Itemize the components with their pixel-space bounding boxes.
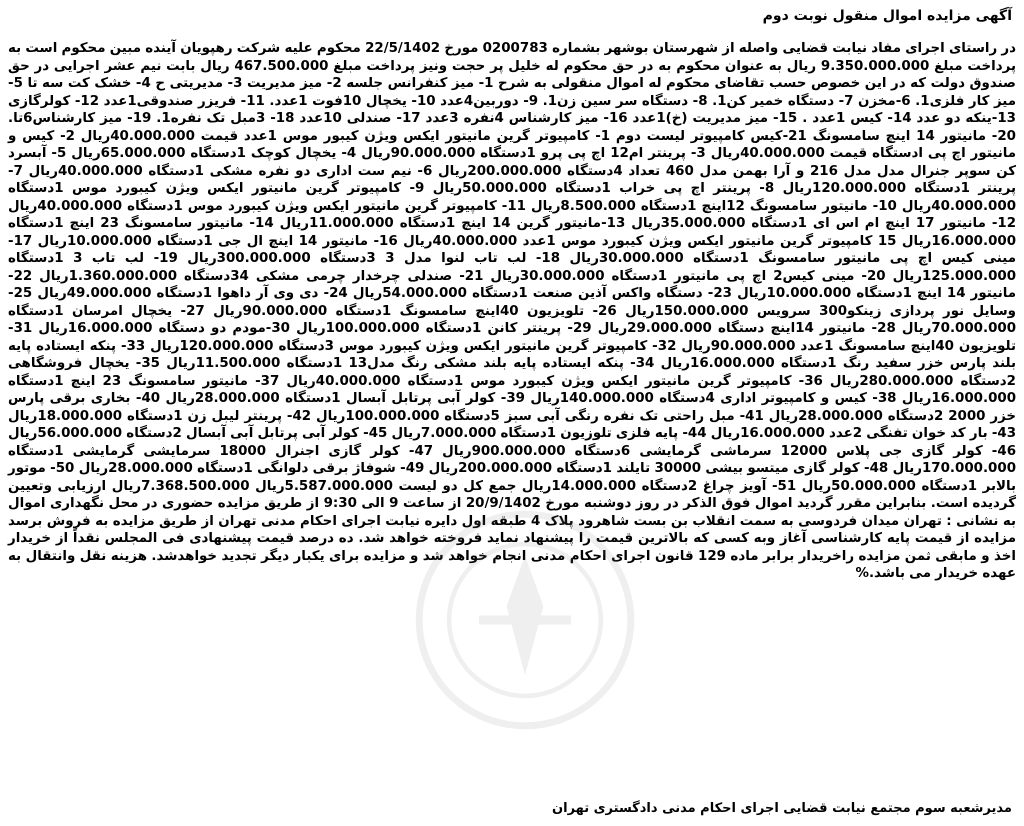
notice-signature: مدیرشعبه سوم مجتمع نیابت قضایی اجرای احکام مدنی دادگستری تهران [552,801,1012,816]
notice-title: آگهی مزایده اموال منقول نوبت دوم [762,8,1012,24]
notice-body: در راستای اجرای مفاد نیابت قضایی واصله از شهرستان بوشهر بشماره 0200783 مورخ 22/5/1402 محکوم علیه شرکت رهپویان آینده مبین محکوم است به پرداخت مبلغ 9.350.000.000 ریال به عنوان محکوم به در حق محکوم له خلیل پر حجت ونیز پرداخت مبلغ 467.500.000 ریال بابت نیم عشر اجرایی در حق صندوق دولت که در این خصوص حسب تقاضای محکوم له اموال منقولی به شرح 1- میز کنفرانس جلسه 2- میز مدیریت 3- مدیریتی ح 4- خشک کت سه تا 5- میز کار فلزی1. 6-مخزن 7- دستگاه خمیر کن1. 8- دستگاه سر سین زن1. 9- دوربین4عدد 10- یخچال 10فوت 1عدد. 11- فریزر صندوقی1عدد 12- کولرگازی 13-ینکه دو عدد 14- کیس 1عدد . 15- میز مدیریت (خ)1عدد 16- میز کارشناس 4نفره 3عدد 17- صندلی 10عدد 18- 3مبل تک نفره1. 19- میز کارشناس6تا. 20- مانیتور 14 اینچ سامسونگ 21-کیس کامپیوتر لیست دوم 1- کامپیوتر گرین مانیتور ایکس ویژن کیبور موس 1عدد قیمت 40.000.000ریال 2- کیس و مانیتور اچ پی ادستگاه قیمت 40.000.000ریال 3- پرینتر ام12 اچ پی پرو 1دستگاه 90.000.000ریال 4- یخچال کوچک 1دستگاه 65.000.000ریال 5- آبسرد کن سوپر جنرال مدل مدل 216 و آرا بهمن مدل 460 تعداد 4دستگاه 200.000.000ریال 6- نیم ست اداری دو نفره مشکی 1دستگاه 40.000.000ریال 7- پرینتر 1دستگاه 120.000.000ریال 8- پرینتر اچ پی خراب 1دستگاه 50.000.000ریال 9- کامپیوتر گرین مانیتور ایکس ویژن کیبورد موس 1دستگاه 40.000.000ریال 10- مانیتور سامسونگ 12اینچ 1دستگاه 8.500.000ریال 11- کامپیوتر گرین مانیتور ایکس ویژن کیبورد موس 1دستگاه 40.000.000ریال 12- مانیتور 17 اینچ ام اس ای 1دستگاه 35.000.000ریال 13-مانیتور گرین 14 اینچ 1دستگاه 11.000.000ریال 14- مانیتور سامسونگ 23 اینچ 1دستگاه 16.000.000ریال 15 کامپیوتر گرین مانیتور ایکس ویژن کیبورد موس 1عدد 40.000.000ریال 16- مانیتور 14 اینچ ال جی 1دستگاه 10.000.000ریال 17- مینی کیس اچ پی مانیتور سامسونگ 1دستگاه 30.000.000ریال 18- لب تاب لنوا مدل 3 3دستگاه 300.000.000ریال 19- لب تاب 3 1دستگاه 125.000.000ریال 20- مینی کیس2 اچ پی مانیتور 1دستگاه 30.000.000ریال 21- صندلی چرخدار چرمی مشکی 34دستگاه 1.360.000.000ریال 22- مانیتور 14 اینچ 1دستگاه 10.000.000ریال 23- دستگاه واکس آذین صنعت 1دستگاه 54.000.000ریال 24- دی وی آر داهوا 1دستگاه 49.000.000ریال 25- وسایل نور پردازی زینکو300 سرویس 150.000.000ریال 26- تلویزیون 40اینچ سامسونگ 1دستگاه 90.000.000ریال 27- یخچال امرسان 1دستگاه 70.000.000ریال 28- مانیتور 14اینچ دستگاه 29.000.000ریال 29- پرینتر کانن 1دستگاه 100.000.000ریال 30-مودم دو دستگاه 16.000.000ریال 31- تلویزیون 40اینچ سامسونگ 1عدد 90.000.000ریال 32- کامپیوتر گرین مانیتور ایکس ویژن کیبورد موس 3دستگاه 120.000.000ریال 33- پنکه ایستاده پایه بلند پارس خزر سفید رنگ 1دستگاه 16.000.000ریال 34- پنکه ایستاده پایه بلند مشکی رنگ مدل13 1دستگاه 11.500.000ریال 35- یخچال فروشگاهی 2دستگاه 280.000.000ریال 36- کامپیوتر گرین مانیتور ایکس ویژن کیبورد موس 1دستگاه 40.000.000ریال 37- مانیتور سامسونگ 23 اینچ 1دستگاه 16.000.000ریال 38- کیس و کامپیوتر اداری 4دستگاه 140.000.000ریال 39- کولر آبی پرتابل آبسال 1دستگاه 28.000.000ریال 40- بخاری برقی پارس خزر 2000 2دستگاه 28.000.000ریال 41- مبل راحتی تک نفره رنگی آبی سبز 5دستگاه 100.000.000ریال 42- پرینتر لیبل زن 1دستگاه 18.000.000ریال 43- بار کد خوان تفنگی 2عدد 16.000.000ریال 44- پایه فلزی تلوزیون 1دستگاه 7.000.000ریال 45- کولر آبی پرتابل آبی آبسال 2دستگاه 56.000.000ریال 46- کولر گازی جی پلاس 12000 سرماشی گرمایشی 6دستگاه 900.000.000ریال 47- کولر گازی اجنرال 18000 سرمایشی گرمایشی 1دستگاه 170.000.000ریال 48- کولر گازی میتسو بیشی 30000 تایلند 1دستگاه 200.000.000ریال 49- شوفاژ برقی دلوانگی 1دستگاه 28.000.000ریال 50- موتور بالابر 1دستگاه 50.000.000ریال 51- آویز چراغ 2دستگاه 14.000.000ریال جمع کل دو لیست 5.587.000.000ریال 7.368.500.000ریال ارزیابی وتعیین گردیده است. بنابراین مقرر گردید اموال فوق الذکر در روز دوشنبه مورخ 20/9/1402 از ساعت 9 الی 9:30 از طریق مزایده حضوری در محل نگهداری اموال به نشانی : تهران میدان فردوسی به سمت انقلاب بن بست شاهرود پلاک 4 طبقه اول دایره نیابت اجرای احکام مدنی تهران از طریق مزایده به فروش برسد مزایده از قیمت پایه کارشناسی آغاز وبه کسی که بالاترین قیمت را پیشنهاد نماید فروخته خواهد شد. ده درصد قیمت پیشنهادی فی المجلس نقداً از خریدار اخذ و مابقی ثمن مزایده راخریدار برابر ماده 129 قانون اجرای احکام مدنی انجام خواهد شد و مزایده برای یکبار دیگر تجدید خواهدشد. هزینه نقل وانتقال به عهده خریدار می باشد.% [8,41,1017,581]
